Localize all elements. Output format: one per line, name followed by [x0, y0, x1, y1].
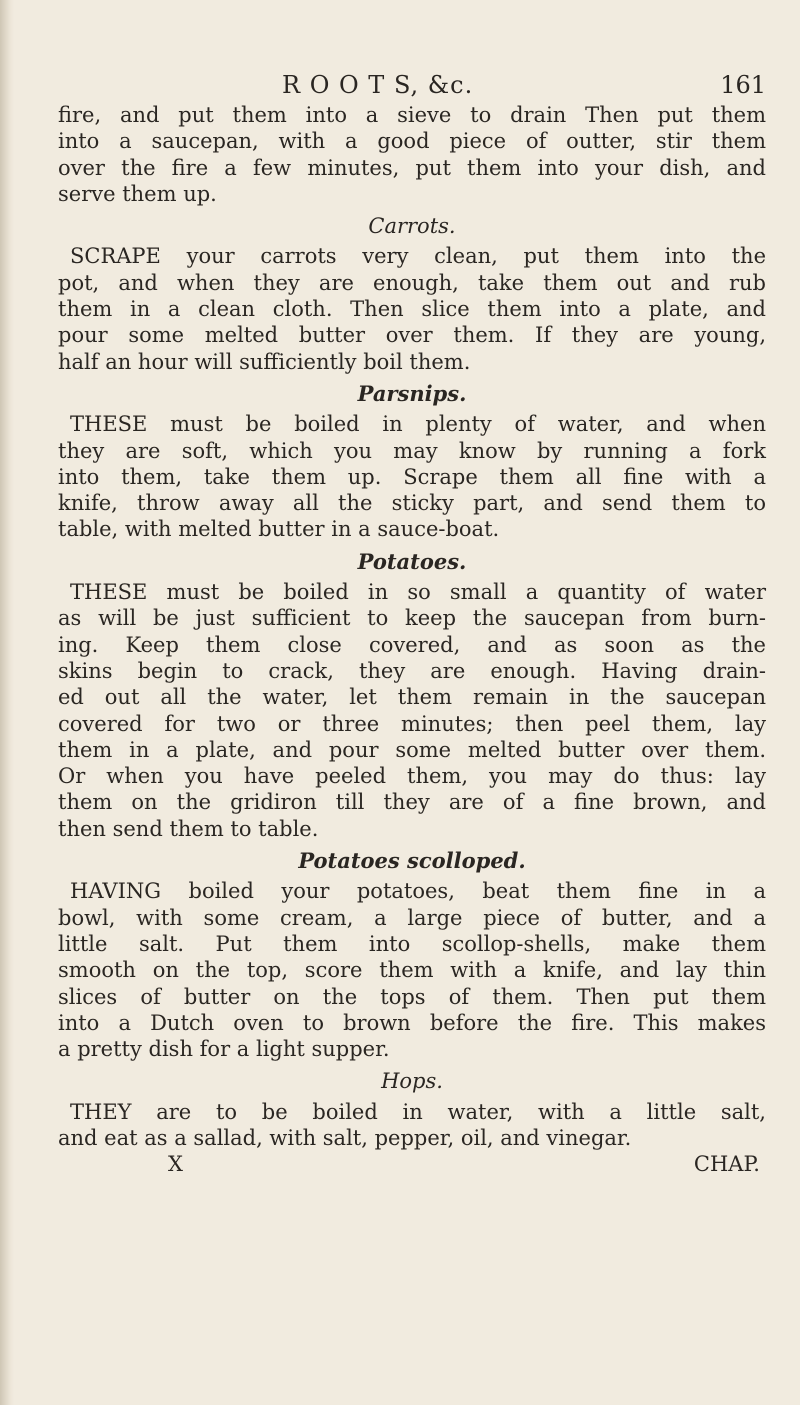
catchword: CHAP.	[693, 1152, 760, 1177]
text-line: them on the gridiron till they are of a fine brown, and	[58, 790, 766, 815]
text-line: bowl, with some cream, a large piece of butter, and a	[58, 905, 766, 930]
text-line: a pretty dish for a light supper.	[58, 1037, 390, 1062]
text-line: and eat as a sallad, with salt, pepper, oil, and vinegar.	[58, 1125, 632, 1150]
text-line: serve them up.	[58, 181, 217, 206]
text-line: them in a clean cloth. Then slice them into a plate, and	[58, 297, 766, 322]
text-line: fire, and put them into a sieve to drain Then put them	[58, 103, 766, 127]
text-line: them in a plate, and pour some melted butter over them.	[58, 737, 766, 762]
text-line: over the fire a few minutes, put them into your dish, and	[58, 155, 766, 180]
page-footer	[58, 1151, 766, 1177]
section-heading-carrots: Carrots.	[368, 214, 456, 239]
text-line: HAVING boiled your potatoes, beat them fine in a	[70, 879, 766, 904]
text-line: pour some melted butter over them. If they are young,	[58, 323, 766, 348]
text-line: they are soft, which you may know by running a fork	[58, 438, 766, 463]
section-heading-potatoes: Potatoes.	[357, 548, 467, 574]
running-title: R O O T S, &c.	[282, 71, 474, 99]
text-line: Or when you have peeled them, you may do thus: lay	[58, 764, 766, 789]
text-line: table, with melted butter in a sauce-boat.	[58, 517, 500, 542]
section-heading-parsnips: Parsnips.	[357, 380, 467, 406]
text-line: knife, throw away all the sticky part, and send them to	[58, 491, 766, 516]
page-gutter-shadow	[0, 0, 14, 1405]
section-carrots	[58, 243, 766, 374]
section-heading-potatoes-scolloped: Potatoes scolloped.	[298, 848, 526, 874]
running-header	[58, 62, 766, 102]
text-line: covered for two or three minutes; then peel them, lay	[58, 711, 766, 736]
section-potatoes	[58, 579, 766, 842]
section-potatoes-scolloped	[58, 878, 766, 1062]
text-line: into a Dutch oven to brown before the fire. This makes	[58, 1010, 766, 1035]
intro-paragraph	[58, 102, 766, 207]
text-line: THESE must be boiled in plenty of water, and when	[70, 412, 766, 437]
text-line: smooth on the top, score them with a knife, and lay thin	[58, 958, 766, 983]
text-line: ing. Keep them close covered, and as soon as the	[58, 632, 766, 657]
section-parsnips	[58, 411, 766, 542]
text-line: skins begin to crack, they are enough. Having drain-	[58, 658, 766, 683]
page-number: 161	[720, 71, 766, 99]
text-line: into them, take them up. Scrape them all fine with a	[58, 464, 766, 489]
book-page	[58, 62, 766, 1178]
text-line: ed out all the water, let them remain in the saucepan	[58, 685, 766, 710]
text-line: as will be just sufficient to keep the saucepan from burn-	[58, 606, 766, 631]
text-line: THEY are to be boiled in water, with a little salt,	[70, 1099, 766, 1124]
text-line: then send them to table.	[58, 816, 319, 841]
text-line: THESE must be boiled in so small a quantity of water	[70, 580, 766, 605]
section-hops	[58, 1099, 766, 1152]
text-line: SCRAPE your carrots very clean, put them into the	[70, 244, 766, 269]
text-line: half an hour will sufficiently boil them.	[58, 349, 471, 374]
text-line: little salt. Put them into scollop-shells, make them	[58, 931, 766, 956]
signature-mark: X	[168, 1152, 183, 1177]
text-line: pot, and when they are enough, take them out and rub	[58, 270, 766, 295]
text-line: into a saucepan, with a good piece of outter, stir them	[58, 129, 766, 154]
text-line: slices of butter on the tops of them. Then put them	[58, 984, 766, 1009]
section-heading-hops: Hops.	[381, 1069, 443, 1094]
